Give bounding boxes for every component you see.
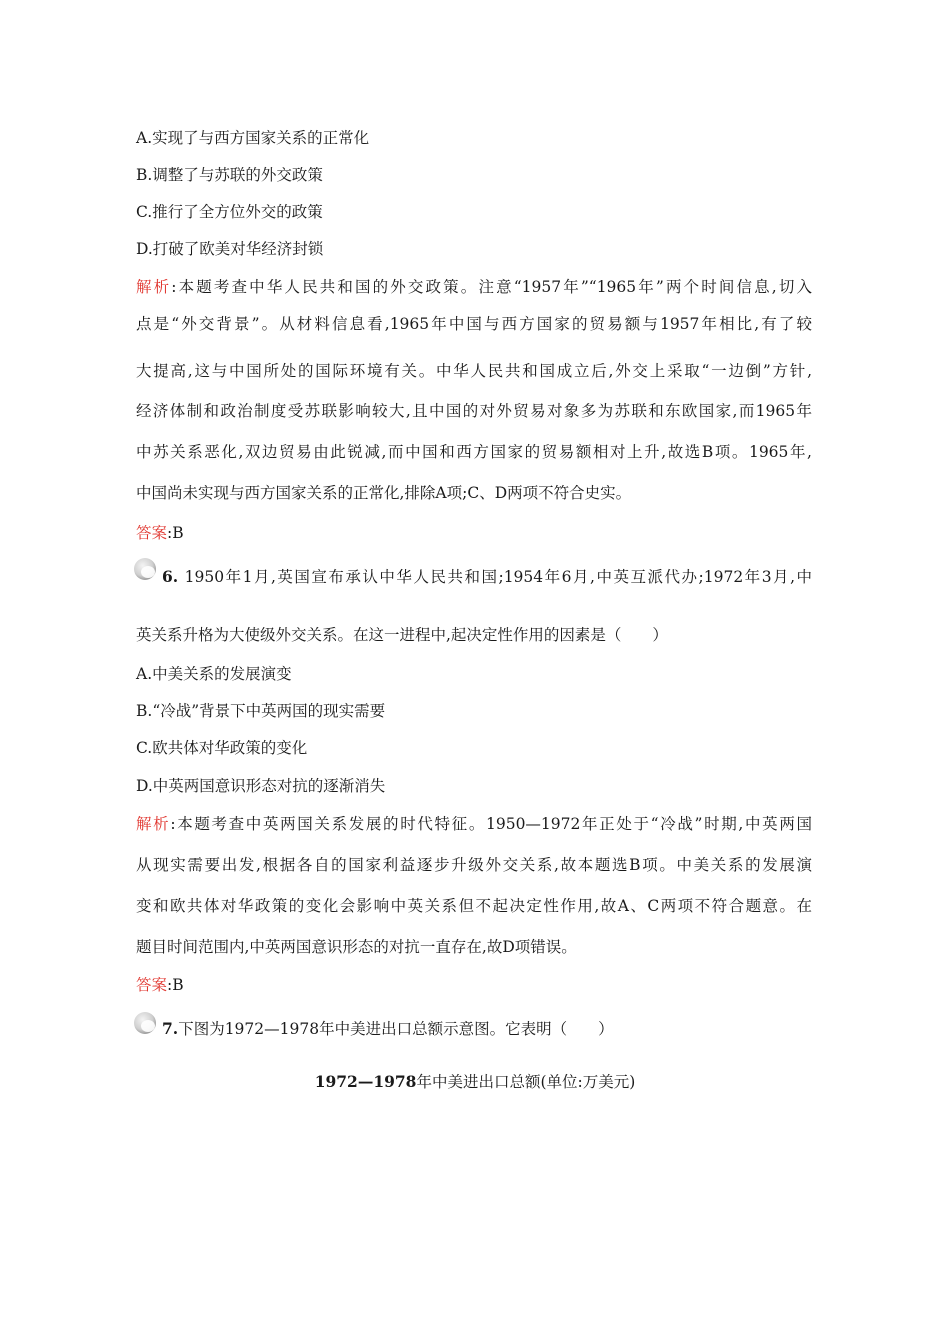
q5-analysis-text-1: :本题考查中华人民共和国的外交政策。注意“1957年”“1965年”两个时间信息,切入: [171, 278, 812, 296]
q6-analysis-line-3: 变和欧共体对华政策的变化会影响中英关系但不起决定性作用,故A、C两项不符合题意。在: [136, 897, 812, 915]
q5-analysis-line-2: 点是“外交背景”。从材料信息看,1965年中国与西方国家的贸易额与1957年相比,有了较: [136, 315, 812, 333]
q7-stem: [162, 1019, 614, 1039]
q5-analysis-line-3: 大提高,这与中国所处的国际环境有关。中华人民共和国成立后,外交上采取“一边倒”方针,: [136, 362, 812, 380]
q5-option-a: A.实现了与西方国家关系的正常化: [136, 129, 370, 147]
figure-caption-text: 年中美进出口总额(单位:万美元): [416, 1073, 636, 1091]
q5-answer: [136, 523, 184, 543]
q6-answer: [136, 975, 184, 995]
q6-option-b: B.“冷战”背景下中英两国的现实需要: [136, 702, 386, 720]
q5-analysis-line-4: 经济体制和政治制度受苏联影响较大,且中国的对外贸易对象多为苏联和东欧国家,而1965年: [136, 402, 812, 420]
q6-analysis-line-4: 题目时间范围内,中英两国意识形态的对抗一直存在,故D项错误。: [136, 938, 577, 956]
q6-option-c: C.欧共体对华政策的变化: [136, 739, 308, 757]
q5-option-b: B.调整了与苏联的外交政策: [136, 166, 323, 184]
q6-stem-line-2: 英关系升格为大使级外交关系。在这一进程中,起决定性作用的因素是（ ）: [136, 626, 668, 644]
q6-stem-line-1: [162, 567, 812, 587]
question-marker-icon: [132, 1010, 158, 1036]
q7-stem-text: 下图为1972—1978年中美进出口总额示意图。它表明（ ）: [178, 1020, 614, 1038]
q5-analysis-line-1: [136, 277, 812, 297]
q6-analysis-label: 解析: [136, 815, 171, 833]
q6-analysis-line-1: [136, 814, 812, 834]
figure-caption: [0, 1072, 950, 1092]
q7-number: 7.: [162, 1019, 179, 1038]
q6-answer-value: :B: [167, 976, 184, 994]
q5-answer-value: :B: [167, 524, 184, 542]
q5-option-d: D.打破了欧美对华经济封锁: [136, 240, 324, 258]
q5-answer-label: 答案: [136, 524, 168, 542]
q6-stem-text-1: 1950年1月,英国宣布承认中华人民共和国;1954年6月,中英互派代办;1972年3月,中: [178, 568, 812, 586]
q6-option-a: A.中美关系的发展演变: [136, 665, 292, 683]
q6-answer-label: 答案: [136, 976, 168, 994]
q5-option-c: C.推行了全方位外交的政策: [136, 203, 323, 221]
q5-analysis-line-6: 中国尚未实现与西方国家关系的正常化,排除A项;C、D两项不符合史实。: [136, 484, 632, 502]
question-marker-icon: [132, 556, 158, 582]
q6-option-d: D.中英两国意识形态对抗的逐渐消失: [136, 777, 386, 795]
q6-analysis-text-1: :本题考查中英两国关系发展的时代特征。1950—1972年正处于“冷战”时期,中英两国: [170, 815, 812, 833]
figure-caption-years: 1972—1978: [314, 1072, 417, 1091]
q5-analysis-label: 解析: [136, 278, 172, 296]
q6-number: 6.: [162, 567, 179, 586]
q5-analysis-line-5: 中苏关系恶化,双边贸易由此锐减,而中国和西方国家的贸易额相对上升,故选B项。1965年,: [136, 443, 812, 461]
q6-analysis-line-2: 从现实需要出发,根据各自的国家利益逐步升级外交关系,故本题选B项。中美关系的发展演: [136, 856, 812, 874]
